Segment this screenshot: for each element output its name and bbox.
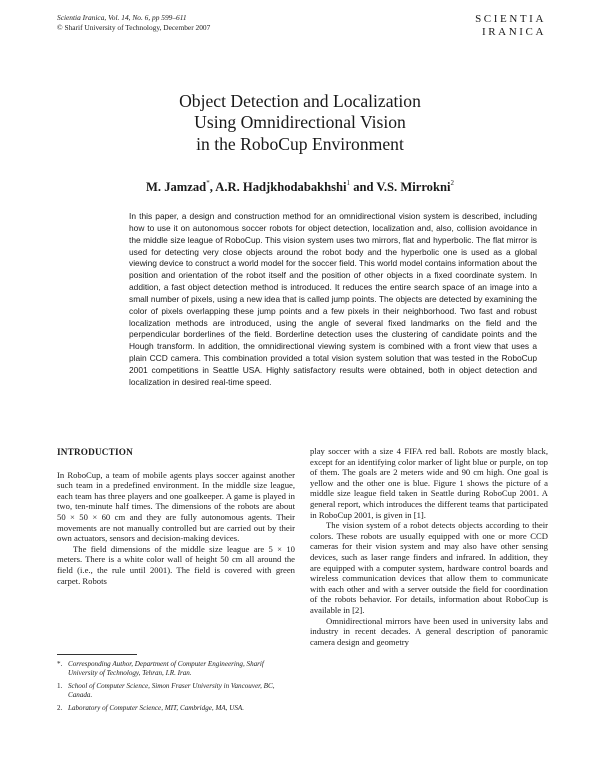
footnote-mark: 1. <box>57 681 63 690</box>
title-line-2: Using Omnidirectional Vision <box>194 112 406 133</box>
footnote <box>57 682 295 701</box>
author-separator: , <box>209 180 216 195</box>
abstract: In this paper, a design and construction method for an omnidirectional vision system is described, including how to use it on autonomous soccer robots for object detection, localization and, also, collision avoidance in the middle size league of RoboCup. This vision system uses two mirrors, flat and hyperbolic. The flat mirror is used for detecting very close objects around the robot body and the hyperbolic one is used as a global viewing device to construct a world model for the soccer field. This world model contains information about the position and orientation of the robot itself and the position of other objects in a fixed coordinate system. In addition, a fast object detection method is introduced. It reduces the entire search space of an image into a small number of pixels, using a new idea that is called jump points. The objects are detected by examining the color of pixels overlapping these jump points and a few pixels in their neighborhood. Two fast and robust localization methods are introduced, using the angle of several fixed landmarks on the field and the perpendicular borderlines of the field. Borderline detection uses the clustering of candidate points and the Hough transform. In addition, the omnidirectional viewing system is combined with a front view that uses a plain CCD camera. This combination provided a total vision system solution that was tested in the RoboCup 2001 competitions in Seattle USA. Highly satisfactory results were obtained, both in object detection and localization in desired real-time speed. <box>129 211 537 387</box>
footnote-text: Corresponding Author, Department of Computer Engineering, Sharif University of Technology, Tehran, I.R. Iran. <box>68 660 264 678</box>
author-mark: 2 <box>450 179 454 187</box>
footnote <box>57 660 295 679</box>
author-separator: and <box>350 180 377 195</box>
footnote-mark: 2. <box>57 703 63 712</box>
author-list <box>0 180 600 195</box>
column-left <box>57 447 295 586</box>
journal-citation <box>57 13 210 32</box>
logo-line-2: IRANICA <box>481 25 546 38</box>
copyright-line: © Sharif University of Technology, December 2007 <box>57 22 211 32</box>
footnote <box>57 704 295 713</box>
footnote-text: Laboratory of Computer Science, MIT, Cambridge, MA, USA. <box>68 703 245 712</box>
footnote-rule <box>57 654 137 655</box>
journal-info: Scientia Iranica, Vol. 14, No. 6, pp 599–611 <box>57 13 187 22</box>
title-line-1: Object Detection and Localization <box>179 91 421 111</box>
footnotes <box>57 660 295 716</box>
author-name: M. Jamzad <box>146 180 207 195</box>
paragraph: The vision system of a robot detects objects according to their colors. These robots are usually equipped with one or more CCD cameras for their vision system and may also have other sensing devices, such as laser range finders and infrared. In addition, they are equipped with a computer system, hardware control boards and wireless communication devices that allow them to communicate with each other and with a server outside the field for coordination of the robots behavior. For details, information about RoboCup is available in [2]. <box>310 520 548 615</box>
journal-logo <box>462 13 546 38</box>
paper-title <box>0 91 600 155</box>
title-line-3: in the RoboCup Environment <box>196 133 404 154</box>
paragraph: play soccer with a size 4 FIFA red ball. Robots are mostly black, except for an identifying color marker of light blue or purple, on top of them. The goals are 2 meters wide and 90 cm high. One goal is yellow and the other one is blue. Figure 1 shows the picture of a middle size league field taken in Seattle during RoboCup 2001. A general report, which introduces the different teams that participated in RoboCup 2001, is given in [1]. <box>310 446 548 520</box>
footnote-text: School of Computer Science, Simon Fraser University in Vancouver, BC, Canada. <box>68 681 275 700</box>
author-name: V.S. Mirrokni <box>376 180 451 195</box>
logo-line-1: SCIENTIA <box>475 13 546 25</box>
footnote-mark: *. <box>57 660 63 668</box>
paragraph: In RoboCup, a team of mobile agents plays soccer against another such team in a predefined environment. In the middle size league, each team has three players and one goalkeeper. A game is played in two, ten-minute half times. The dimensions of the robots are about 50 × 50 × 60 cm and they are fully autonomous agents. Their movements are not manually controlled but are carried out by their own actuators, sensors and decision-making devices. <box>57 469 295 544</box>
section-heading: INTRODUCTION <box>57 447 133 457</box>
column-right <box>310 446 548 647</box>
paragraph: Omnidirectional mirrors have been used in university labs and industry in recent decades. A general description of panoramic camera design and geometry <box>310 615 548 647</box>
author-name: A.R. Hadjkhodabakhshi <box>215 180 347 195</box>
paragraph: The field dimensions of the middle size league are 5 × 10 meters. There is a white color wall of height 50 cm all around the field (i.e., the rule until 2001). The field is covered with green carpet. Robots <box>57 543 295 586</box>
author-mark: 1 <box>346 179 351 187</box>
author-mark: * <box>206 179 210 187</box>
